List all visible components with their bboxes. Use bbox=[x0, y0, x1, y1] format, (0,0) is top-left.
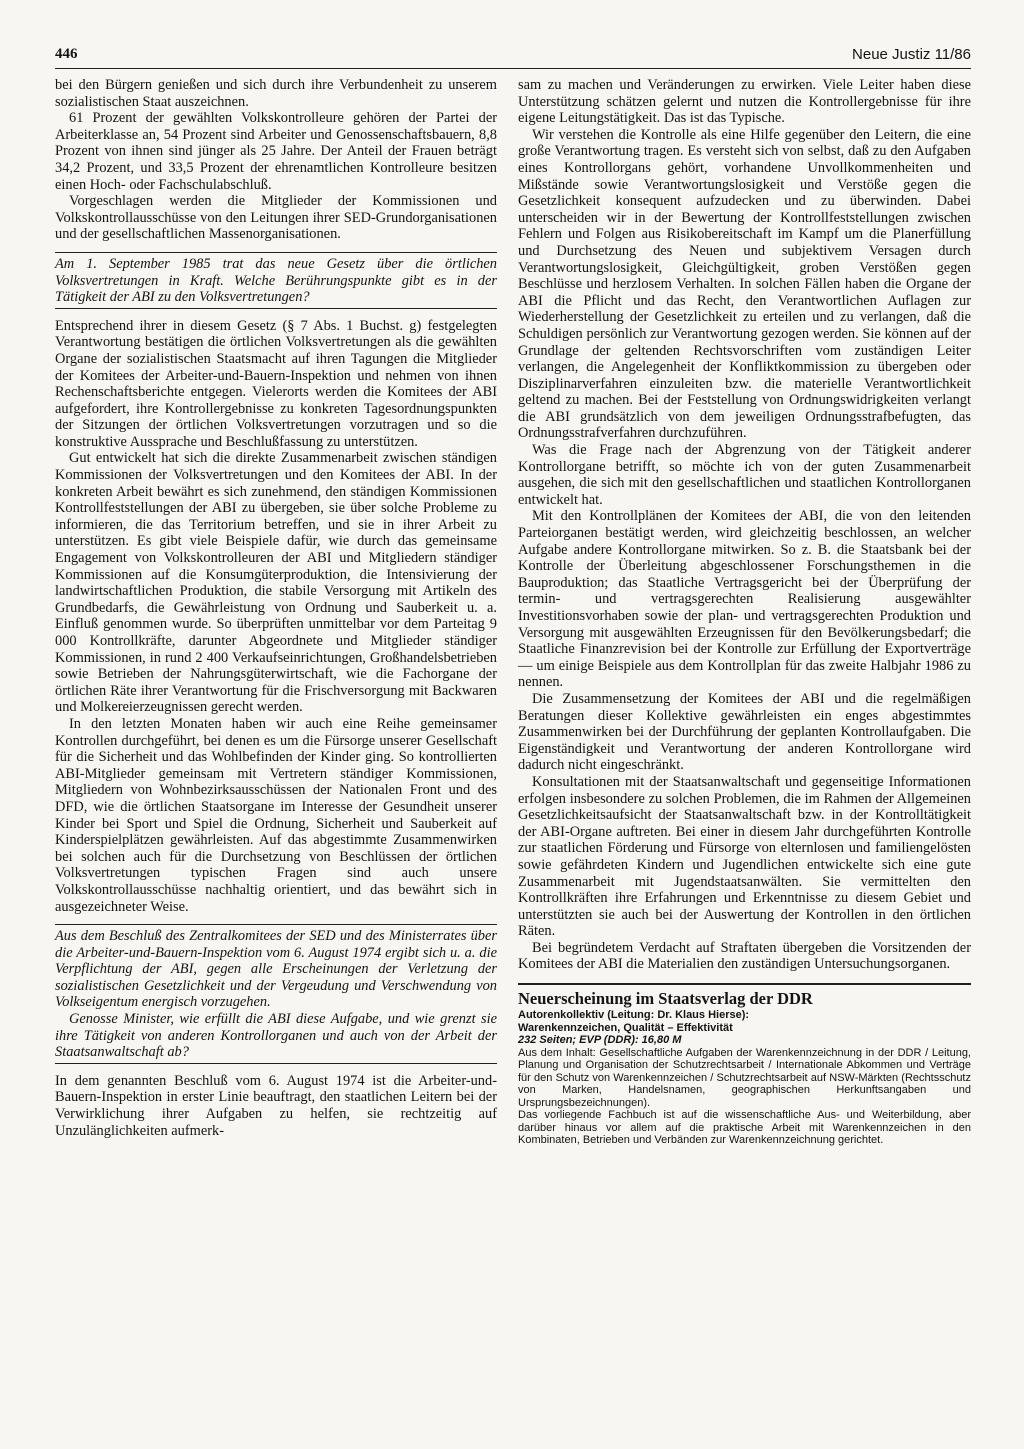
paragraph: Die Zusammensetzung der Komitees der ABI und die regelmäßigen Beratungen dieser Kollektive gewährleisten ein enges abgestimmtes Zusammenwirken bei der Durchführung der geplanten Kontrollaufgaben. Die Eigenständigkeit und Verantwortung der anderen Kontrollorgane wird dadurch nicht eingeschränkt. bbox=[518, 690, 971, 774]
paragraph: Gut entwickelt hat sich die direkte Zusammenarbeit zwischen ständigen Kommissionen der Volksvertretungen und den Komitees der ABI. In der konkreten Arbeit bewährt es sich zunehmend, den ständigen Kommissionen Kontrollfeststellungen der ABI zu übergeben, sie über solche Probleme zu informieren, die das Territorium betreffen, und sie in ihrer Arbeit zu unterstützen. Es gibt viele Beispiele dafür, wie durch das gemeinsame Engagement von Volkskontrolleuren der ABI und Mitgliedern ständiger Kommissionen auf die Konsumgüterproduktion, die Intensivierung der landwirtschaftlichen Produktion, die stabile Versorgung mit Artikeln des Grundbedarfs, die Gewährleistung von Ordnung und Sauberkeit u. a. Einfluß genommen wurde. So überprüften unmittelbar vor dem Parteitag 9 000 Kontrollkräfte, darunter Abgeordnete und Mitglieder ständiger Kommissionen, in rund 2 400 Verkaufseinrichtungen, Großhandelsbetrieben sowie Betrieben der Nahrungsgüterwirtschaft, wie die Fachorgane der örtlichen Räte ihrer Verantwortung für die Frischversorgung mit Backwaren und Molkereierzeugnissen gerecht werden. bbox=[55, 450, 497, 716]
paragraph: Wir verstehen die Kontrolle als eine Hilfe gegenüber den Leitern, die eine große Verantwortung tragen. Es versteht sich von selbst, daß zu den Aufgaben eines Kontrollorgans gehört, vorhandene Unvollkommenheiten und Mißstände sowie Verantwortungslosigkeit und Verstöße gegen die Gesetzlichkeit konsequent aufzudecken und zu überwinden. Dabei unterscheiden wir in der Bewertung der Kontrollfeststellungen zwischen Fehlern und Folgen aus Risikobereitschaft im Kampf um die Planerfüllung und Durchsetzung des Neuen und subjektivem Versagen durch Verantwortungslosigkeit, Gleichgültigkeit, groben Verstößen gegen Beschlüsse und herzlosem Verhalten. In solchen Fällen haben die Organe der ABI die Pflicht und das Recht, den Verantwortlichen Auflagen zur Wiederherstellung der Gesetzlichkeit zu erteilen und zu verlangen, daß die Schuldigen persönlich zur Verantwortung gezogen werden. Sie können auf der Grundlage der geltenden Rechtsvorschriften vom zuständigen Leiter verlangen, die Angelegenheit der Konfliktkommission zu übergeben oder Disziplinarverfahren einzuleiten bzw. die materielle Verantwortlichkeit geltend zu machen. Bei der Feststellung von Ordnungswidrigkeiten verlangt die ABI grundsätzlich von dem jeweiligen Ordnungsstrafbefugten, das Ordnungsstrafverfahren durchzuführen. bbox=[518, 126, 971, 442]
book-details: 232 Seiten; EVP (DDR): 16,80 M bbox=[518, 1034, 682, 1047]
book-notice bbox=[518, 983, 971, 1147]
page-header bbox=[55, 44, 971, 64]
journal-name: Neue Justiz 11/86 bbox=[852, 46, 971, 63]
question-text: Am 1. September 1985 trat das neue Gesetz über die örtlichen Volksvertretungen in Kraft. Welche Berührungspunkte gibt es in der Tätigkeit der ABI zu den Volksvertretungen? bbox=[55, 255, 497, 306]
page-number: 446 bbox=[55, 46, 78, 62]
paragraph: 61 Prozent der gewählten Volkskontrolleure gehören der Partei der Arbeiterklasse an, 54 Prozent sind Arbeiter und Genossenschaftsbauern, 8,8 Prozent von ihnen sind jünger als 25 Jahre. Der Anteil der Frauen beträgt 34,2 Prozent, und 33,5 Prozent der ehrenamtlichen Kontrolleure besitzen einen Hoch- oder Fachschulabschluß. bbox=[55, 110, 497, 193]
book-authors: Autorenkollektiv (Leitung: Dr. Klaus Hierse): bbox=[518, 1009, 750, 1022]
paragraph: Vorgeschlagen werden die Mitglieder der Kommissionen und Volkskontrollausschüsse von den Leitungen ihrer SED-Grundorganisationen und der gesellschaftlichen Massenorganisationen. bbox=[55, 193, 497, 243]
book-notice-title: Neuerscheinung im Staatsverlag der DDR bbox=[518, 989, 813, 1009]
paragraph: In den letzten Monaten haben wir auch eine Reihe gemeinsamer Kontrollen durchgeführt, bei denen es um die Fürsorge unserer Gesellschaft für die Sicherheit und das Wohlbefinden der Kinder ging. So kontrollierten ABI-Mitglieder gemeinsam mit Vertretern ständiger Kommissionen, Mitgliedern von Wohnbezirksausschüssen der Nationalen Front und des DFD, wie die örtlichen Staatsorgane im Interesse der Gesundheit unserer Kinder bei Sport und Spiel die Ordnung, Sicherheit und Sauberkeit auf Kinderspielplätzen gewährleisten. Auf das abgestimmte Zusammenwirken bei solchen auch für die Durchsetzung von Beschlüssen der örtlichen Volksvertretungen typischen Fragen sind auch unsere Volkskontrollausschüsse nachhaltig orientiert, und das bewährt sich in ausgezeichneter Weise. bbox=[55, 715, 497, 915]
book-contents: Aus dem Inhalt: Gesellschaftliche Aufgaben der Warenkennzeichnung in der DDR / Leitung, Planung und Organisation der Schutzrechtsarbeit / Internationale Abkommen und Verträge für den Schutz von Warenkennzeichen / Schutzrechtsarbeit auf NSW-Märkten (Rechtsschutz von Marken, Handelsnamen, geographischen Herkunftsangaben und Ursprungsbezeichnungen). bbox=[518, 1046, 971, 1109]
paragraph: Was die Frage nach der Abgrenzung von der Tätigkeit anderer Kontrollorgane betrifft, so möchte ich von der guten Zusammenarbeit ausgehen, die sich mit den gesellschaftlichen und staatlichen Kontrollorganen entwickelt hat. bbox=[518, 442, 971, 508]
paragraph: Mit den Kontrollplänen der Komitees der ABI, die von den leitenden Parteiorganen bestätigt werden, wird gleichzeitig beschlossen, an welcher Aufgabe andere Kontrollorgane mitwirken. So z. B. die Staatsbank bei der Kontrolle der Überleitung abgeschlossener Forschungsthemen in die Bauproduktion; das Staatliche Vertragsgericht bei der Überprüfung der termin- und vertragsgerechten Realisierung ausgewählter Investitionsvorhaben sowie der plan- und vertragsgerechten Produktion und Versorgung mit ausgewählten Erzeugnissen für den Bevölkerungsbedarf; die Staatliche Finanzrevision bei der Kontrolle zur Erfüllung der Exportverträge — um einige Beispiele aus dem Kontrollplan für das zweite Halbjahr 1986 zu nennen. bbox=[518, 508, 971, 691]
book-title: Warenkennzeichen, Qualität – Effektivität bbox=[518, 1021, 733, 1034]
paragraph: In dem genannten Beschluß vom 6. August 1974 ist die Arbeiter-und-Bauern-Inspektion in erster Linie beauftragt, den staatlichen Leitern bei der Verwirklichung ihrer Aufgaben zu helfen, sie rechtzeitig auf Unzulänglichkeiten aufmerk- bbox=[55, 1072, 497, 1139]
paragraph: Konsultationen mit der Staatsanwaltschaft und gegenseitige Informationen erfolgen insbesondere zu solchen Problemen, die im Rahmen der Allgemeinen Gesetzlichkeitsaufsicht der Staatsanwaltschaft bzw. in der Kontrolltätigkeit der ABI-Organe auftreten. Bei einer in diesem Jahr durchgeführten Kontrolle zur staatlichen Förderung und Fürsorge von elternlosen und familiengelösten sowie gefährdeten Kindern und Jugendlichen entwickelte sich eine gute Zusammenarbeit mit Jugendstaatsanwälten. Sie vermittelten den Kontrollkräften ihre Erfahrungen und Erkenntnisse zu diesem Gebiet und unterstützten sie auch bei der Auswertung der Kontrollen in den örtlichen Räten. bbox=[518, 773, 971, 940]
question-text: Genosse Minister, wie erfüllt die ABI diese Aufgabe, und wie grenzt sie ihre Tätigkeit von anderen Kontrollorganen und auch von der Arbeit der Staatsanwaltschaft ab? bbox=[55, 1011, 497, 1061]
left-column bbox=[55, 77, 497, 1139]
book-description: Das vorliegende Fachbuch ist auf die wissenschaftliche Aus- und Weiterbildung, aber darüber hinaus vor allem auf die praktische Arbeit mit Warenkennzeichen in den Kombinaten, Betrieben und Verbänden zur Warenkennzeichnung gerichtet. bbox=[518, 1109, 971, 1147]
interview-question bbox=[55, 924, 497, 1064]
paragraph: Entsprechend ihrer in diesem Gesetz (§ 7 Abs. 1 Buchst. g) festgelegten Verantwortung bestätigen die örtlichen Volksvertretungen als die gewählten Organe der sozialistischen Staatsmacht auf ihren Tagungen die Mitglieder der Komitees der Arbeiter-und-Bauern-Inspektion und nehmen von ihnen Rechenschaftsberichte entgegen. Vielerorts werden die Komitees der ABI aufgefordert, ihre Kontrollergebnisse zu konkreten Tagesordnungspunkten der Sitzungen der örtlichen Volksvertretungen vorzutragen und so die konstruktive Aussprache und Beschlußfassung zu unterstützen. bbox=[55, 317, 497, 450]
newspaper-page bbox=[55, 44, 971, 1434]
paragraph: bei den Bürgern genießen und sich durch ihre Verbundenheit zu unserem sozialistischen Staat auszeichnen. bbox=[55, 77, 497, 110]
header-rule bbox=[55, 68, 971, 69]
paragraph: Bei begründetem Verdacht auf Straftaten übergeben die Vorsitzenden der Komitees der ABI die Materialien den zuständigen Untersuchungsorganen. bbox=[518, 939, 971, 973]
right-column bbox=[518, 77, 971, 1147]
question-context: Aus dem Beschluß des Zentralkomitees der SED und des Ministerrates über die Arbeiter-und-Bauern-Inspektion vom 6. August 1974 ergibt sich u. a. die Verpflichtung der ABI, gegen alle Erscheinungen der Verletzung der sozialistischen Gesetzlichkeit und der Vergeudung und Verschwendung von Volkseigentum energisch vorzugehen. bbox=[55, 928, 497, 1011]
interview-question bbox=[55, 252, 497, 309]
paragraph: sam zu machen und Veränderungen zu erwirken. Viele Leiter haben diese Unterstützung schätzen gelernt und nutzen die Kontrollergebnisse für ihre eigene Leitungstätigkeit. Das ist das Typische. bbox=[518, 77, 971, 127]
